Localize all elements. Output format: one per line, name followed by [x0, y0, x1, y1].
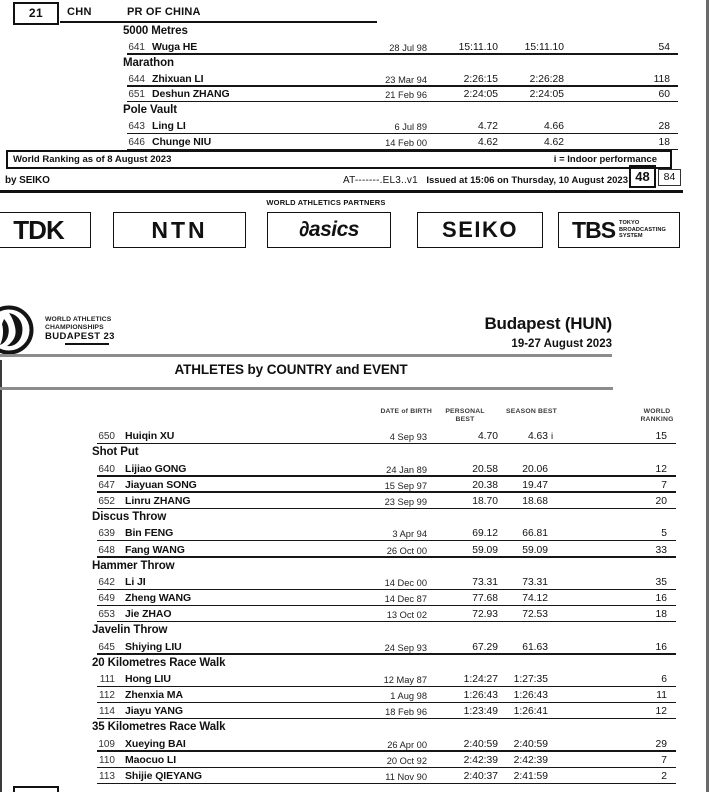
season-best: 2:40:59 — [513, 738, 548, 750]
personal-best: 1:24:27 — [463, 674, 498, 685]
column-header-world-ranking — [622, 408, 692, 423]
athlete-row — [0, 525, 713, 541]
personal-best: 15:11.10 — [458, 41, 498, 53]
seiko-logo — [417, 212, 543, 248]
event-header: Pole Vault — [123, 104, 177, 117]
world-ranking: 18 — [655, 609, 667, 621]
season-best: 2:42:39 — [513, 754, 548, 766]
athlete-number: 644 — [128, 73, 145, 85]
tbs-sub-line: BROADCASTING — [619, 226, 666, 233]
season-best: 74.12 — [522, 593, 548, 605]
athlete-row — [0, 638, 713, 654]
world-ranking: 16 — [655, 593, 667, 605]
season-best: 1:27:35 — [513, 674, 548, 685]
personal-best: 59.09 — [472, 544, 498, 556]
athlete-name: Bin FENG — [125, 527, 174, 540]
world-ranking: 6 — [661, 674, 667, 685]
seiko-logo-text: SEIKO — [442, 217, 518, 242]
athlete-row — [0, 752, 713, 768]
season-best: 19.47 — [522, 479, 548, 491]
personal-best: 2:24:05 — [463, 89, 498, 101]
event-header: Hammer Throw — [92, 559, 175, 572]
athlete-name: Zheng WANG — [125, 592, 192, 605]
date-of-birth: 28 Jul 98 — [389, 42, 427, 53]
athlete-name: Li JI — [125, 575, 146, 588]
athlete-name: Shiying LIU — [125, 640, 182, 653]
athlete-number: 641 — [128, 41, 145, 53]
athlete-number: 114 — [99, 706, 115, 718]
personal-best: 77.68 — [472, 593, 498, 605]
athlete-number: 646 — [128, 137, 145, 149]
date-of-birth: 4 Sep 93 — [389, 432, 427, 443]
wordmark-line: BUDAPEST 23 — [45, 331, 115, 342]
athlete-row — [0, 541, 713, 557]
tdk-logo — [0, 212, 91, 248]
date-of-birth: 21 Feb 96 — [385, 90, 427, 101]
athlete-table-page1 — [0, 23, 713, 150]
world-ranking-note-bar — [6, 150, 672, 169]
event-header: Javelin Throw — [92, 624, 168, 637]
season-best: 18.68 — [522, 495, 548, 507]
athlete-row — [0, 71, 713, 87]
world-ranking: 5 — [661, 528, 667, 540]
athlete-row — [0, 87, 713, 103]
athlete-number: 111 — [99, 674, 115, 685]
personal-best: 2:42:39 — [463, 754, 498, 766]
tbs-sub-line: SYSTEM — [619, 233, 643, 240]
column-header-line: RANKING — [640, 415, 674, 423]
world-ranking: 60 — [658, 89, 670, 101]
athlete-name: Hong LIU — [125, 673, 171, 685]
personal-best: 18.70 — [472, 495, 498, 507]
personal-best: 1:23:49 — [463, 706, 498, 718]
season-best: 4.62 — [543, 137, 564, 149]
header-rule-top — [0, 354, 612, 357]
country-code: CHN — [67, 6, 92, 18]
season-best: 59.09 — [522, 544, 548, 556]
world-ranking: 20 — [655, 495, 667, 507]
tbs-logo-text: TBS — [572, 216, 616, 243]
athlete-name: Linru ZHANG — [125, 494, 191, 507]
wordmark-underline — [65, 343, 109, 345]
world-ranking: 2 — [661, 771, 667, 783]
personal-best: 20.58 — [472, 463, 498, 475]
personal-best: 4.62 — [477, 137, 498, 149]
athlete-row — [0, 703, 713, 719]
date-of-birth: 23 Sep 99 — [384, 496, 427, 507]
season-best: 20.06 — [522, 463, 548, 475]
personal-best: 2:40:37 — [463, 771, 498, 783]
world-ranking: 7 — [661, 754, 667, 766]
athlete-name: Shijie QIEYANG — [125, 770, 202, 783]
personal-best: 4.72 — [477, 121, 498, 133]
season-best: 61.63 — [522, 641, 548, 653]
athlete-row — [0, 460, 713, 476]
world-ranking: 28 — [658, 121, 670, 133]
season-best: 72.53 — [522, 609, 548, 621]
athlete-row — [0, 477, 713, 493]
season-best: 1:26:41 — [513, 706, 548, 718]
athlete-name: Wuga HE — [152, 40, 198, 53]
date-of-birth: 20 Oct 92 — [386, 755, 427, 766]
issued-timestamp: Issued at 15:06 on Thursday, 10 August 2023 — [426, 175, 628, 186]
world-ranking-note: World Ranking as of 8 August 2023 — [13, 154, 172, 165]
country-name: PR OF CHINA — [127, 6, 201, 18]
athlete-number: 652 — [98, 495, 115, 507]
personal-best: 2:26:15 — [463, 73, 498, 85]
column-header-line: PERSONAL — [445, 408, 485, 415]
season-best: 73.31 — [522, 576, 548, 588]
athlete-row — [0, 606, 713, 622]
athlete-name: Huiqin XU — [125, 430, 175, 443]
athlete-name: Xueying BAI — [125, 737, 186, 750]
athlete-number: 109 — [98, 738, 115, 750]
date-of-birth: 6 Jul 89 — [394, 122, 427, 133]
world-ranking: 15 — [655, 431, 667, 443]
athlete-number: 650 — [98, 431, 115, 443]
wordmark-line: WORLD ATHLETICS — [45, 316, 112, 323]
athlete-number: 643 — [128, 121, 145, 133]
athlete-number: 110 — [99, 754, 115, 766]
column-header-date-of-birth: DATE of BIRTH — [380, 408, 432, 415]
date-of-birth: 14 Dec 87 — [384, 594, 427, 605]
athlete-number: 639 — [98, 528, 115, 540]
partners-title: WORLD ATHLETICS PARTNERS — [266, 198, 386, 207]
athlete-number: 647 — [98, 479, 115, 491]
page-footer-rule — [0, 190, 683, 193]
header-rule-bottom — [0, 387, 613, 390]
athlete-row — [0, 428, 713, 444]
athlete-number: 648 — [98, 544, 115, 556]
page-title: ATHLETES by COUNTRY and EVENT — [174, 362, 408, 377]
athlete-name: Jie ZHAO — [125, 608, 172, 621]
ntn-logo-text: NTN — [151, 216, 208, 243]
tbs-logo-subtext — [619, 220, 666, 239]
athlete-number: 651 — [128, 89, 145, 101]
asics-logo-text: asics — [308, 218, 359, 241]
athlete-name: Chunge NIU — [152, 136, 212, 149]
indoor-flag: i — [551, 431, 554, 443]
athlete-name: Maocuo LI — [125, 753, 177, 766]
event-header: 5000 Metres — [123, 25, 188, 37]
event-header: 20 Kilometres Race Walk — [92, 656, 226, 669]
page-number-box: 48 — [629, 165, 656, 188]
athlete-row — [0, 574, 713, 590]
athlete-name: Deshun ZHANG — [152, 88, 230, 101]
athlete-number: 645 — [98, 641, 115, 653]
season-best: 15:11.10 — [524, 41, 564, 53]
column-header-personal-best — [434, 408, 496, 423]
event-header: Discus Throw — [92, 510, 167, 523]
date-of-birth: 24 Jan 89 — [386, 464, 427, 475]
world-ranking: 12 — [655, 463, 667, 475]
athlete-name: Zhixuan LI — [152, 72, 204, 85]
column-header-line: BEST — [455, 415, 475, 423]
column-header-season-best: SEASON BEST — [506, 408, 557, 415]
season-best: 2:41:59 — [513, 771, 548, 783]
event-header: Shot Put — [92, 446, 139, 459]
athlete-name: Jiayu YANG — [125, 705, 183, 718]
date-of-birth: 13 Oct 02 — [386, 610, 427, 621]
page-total-box: 84 — [658, 169, 681, 186]
indoor-legend: i = Indoor performance — [553, 154, 657, 165]
athlete-row — [0, 736, 713, 752]
season-best: 2:24:05 — [529, 89, 564, 101]
personal-best: 4.70 — [477, 431, 498, 443]
athlete-name: Ling LI — [152, 120, 186, 133]
world-ranking: 33 — [655, 544, 667, 556]
world-ranking: 54 — [658, 41, 670, 53]
timing-credit: by SEIKO — [5, 175, 50, 186]
athlete-number: 653 — [98, 609, 115, 621]
date-of-birth: 3 Apr 94 — [392, 529, 427, 540]
ntn-logo — [113, 212, 246, 248]
date-of-birth: 1 Aug 98 — [390, 691, 427, 702]
athlete-name: Fang WANG — [125, 543, 185, 556]
budapest23-emblem-icon — [0, 305, 34, 355]
world-ranking: 16 — [655, 641, 667, 653]
date-of-birth: 14 Feb 00 — [385, 138, 427, 149]
date-of-birth: 23 Mar 94 — [385, 74, 427, 85]
athlete-number: 112 — [99, 690, 115, 702]
date-of-birth: 26 Apr 00 — [387, 739, 427, 750]
personal-best: 2:40:59 — [463, 738, 498, 750]
personal-best: 72.93 — [472, 609, 498, 621]
tdk-logo-text: TDK — [13, 214, 64, 245]
asics-spiral-icon: ∂ — [299, 218, 309, 241]
personal-best: 1:26:43 — [463, 690, 498, 702]
season-best: 1:26:43 — [513, 690, 548, 702]
season-best: 66.81 — [522, 528, 548, 540]
personal-best: 69.12 — [472, 528, 498, 540]
column-header-line: WORLD — [643, 408, 671, 415]
date-of-birth: 14 Dec 00 — [384, 577, 427, 588]
world-ranking: 35 — [655, 576, 667, 588]
date-of-birth: 24 Sep 93 — [384, 642, 427, 653]
athlete-number: 649 — [98, 593, 115, 605]
next-country-rank-box-partial — [13, 786, 59, 792]
event-header: 35 Kilometres Race Walk — [92, 721, 226, 734]
date-of-birth: 18 Feb 96 — [385, 707, 427, 718]
world-ranking: 12 — [655, 706, 667, 718]
personal-best: 67.29 — [472, 641, 498, 653]
host-city: Budapest (HUN) — [484, 314, 612, 333]
athlete-number: 640 — [98, 463, 115, 475]
athlete-row — [0, 118, 713, 134]
athlete-name: Lijiao GONG — [125, 462, 187, 475]
athlete-number: 642 — [98, 576, 115, 588]
athlete-row — [0, 39, 713, 55]
personal-best: 20.38 — [472, 479, 498, 491]
document-code: AT-------.EL3..v1 — [343, 175, 418, 186]
athlete-table-page2 — [0, 428, 713, 784]
event-header: Marathon — [123, 56, 174, 69]
athlete-row — [0, 671, 713, 687]
event-dates: 19-27 August 2023 — [511, 338, 612, 350]
date-of-birth: 12 May 87 — [383, 675, 427, 685]
wordmark-line: CHAMPIONSHIPS — [45, 324, 104, 331]
season-best: 4.66 — [543, 121, 564, 133]
athlete-row — [0, 768, 713, 784]
athlete-row — [0, 590, 713, 606]
athlete-row — [0, 134, 713, 150]
season-best: 4.63 — [527, 431, 548, 443]
tbs-sub-line: TOKYO — [619, 220, 640, 227]
athlete-row — [0, 687, 713, 703]
world-ranking: 18 — [658, 137, 670, 149]
world-ranking: 7 — [661, 479, 667, 491]
date-of-birth: 11 Nov 90 — [385, 772, 427, 783]
athlete-row — [0, 493, 713, 509]
world-ranking: 29 — [655, 738, 667, 750]
tbs-logo — [558, 212, 680, 248]
athlete-number: 113 — [99, 771, 115, 783]
season-best: 2:26:28 — [529, 73, 564, 85]
personal-best: 73.31 — [472, 576, 498, 588]
world-ranking: 11 — [656, 690, 667, 702]
athlete-name: Jiayuan SONG — [125, 478, 197, 491]
country-rank-box: 21 — [13, 2, 59, 25]
athlete-name: Zhenxia MA — [125, 689, 183, 702]
asics-logo — [267, 212, 391, 248]
row-underline — [97, 783, 676, 784]
date-of-birth: 15 Sep 97 — [384, 480, 427, 491]
world-ranking: 118 — [653, 73, 670, 85]
date-of-birth: 26 Oct 00 — [386, 545, 427, 556]
championships-wordmark — [45, 316, 115, 345]
